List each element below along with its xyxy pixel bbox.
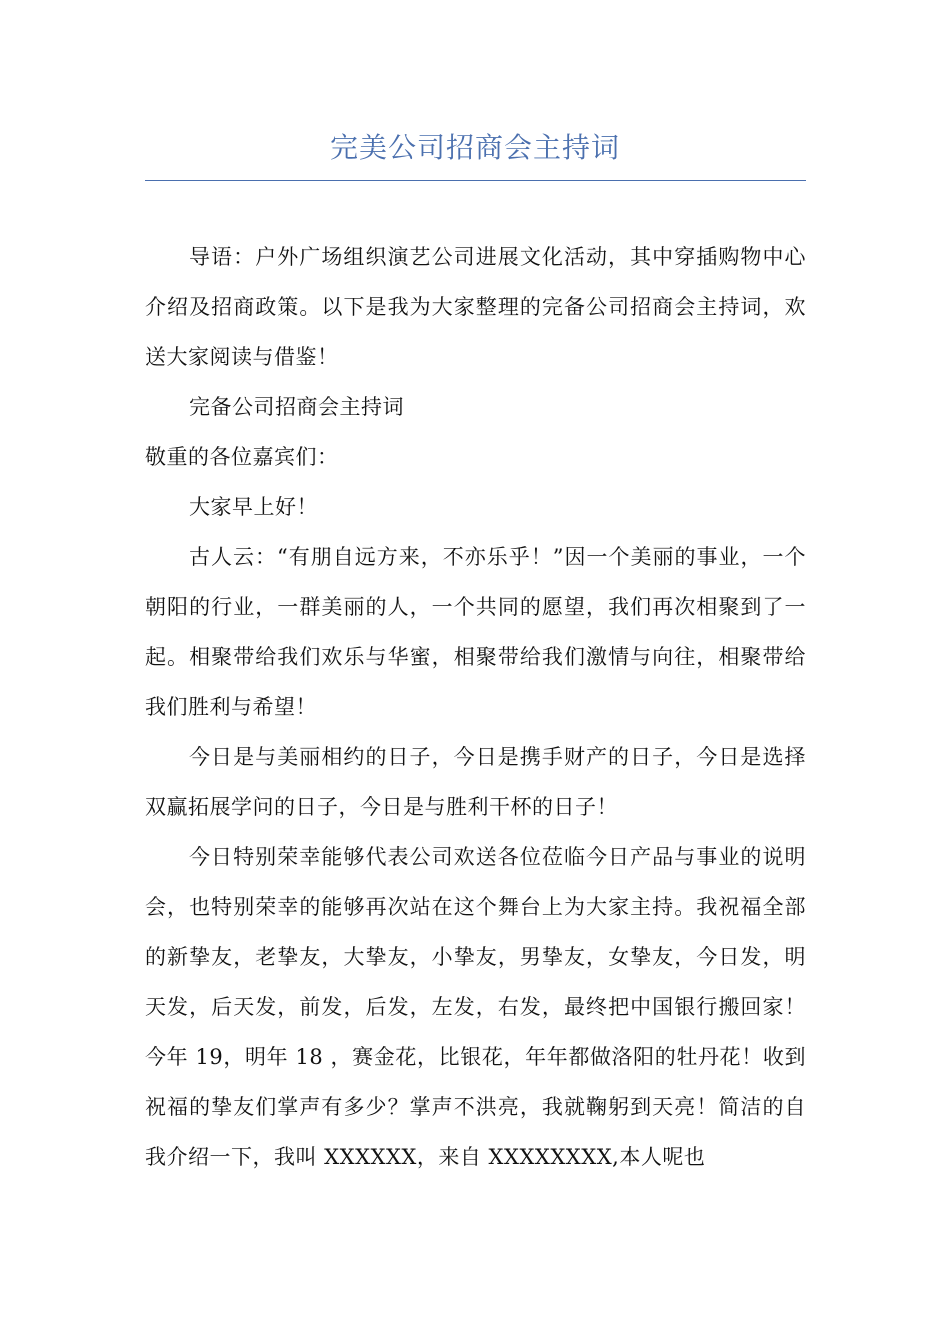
document-title: 完美公司招商会主持词 xyxy=(329,131,620,164)
paragraph-subtitle: 完备公司招商会主持词 xyxy=(189,395,404,419)
paragraph-salutation: 敬重的各位嘉宾们： xyxy=(145,445,339,469)
paragraph-quote: 古人云：“有朋自远方来，不亦乐乎！”因一个美丽的事业，一个朝阳的行业，一群美丽的人，一个共同的愿望，我们再次相聚到了一起。相聚带给我们欢乐与华蜜，相聚带给我们激情与向往，相聚带给我们胜利与希望！ xyxy=(145,545,806,719)
paragraph-today: 今日是与美丽相约的日子，今日是携手财产的日子，今日是选择双赢拓展学问的日子，今日是与胜利干杯的日子！ xyxy=(145,745,806,819)
paragraph-greeting: 大家早上好！ xyxy=(189,495,318,519)
document-body xyxy=(145,232,806,1182)
paragraph-welcome: 今日特别荣幸能够代表公司欢送各位莅临今日产品与事业的说明会，也特别荣幸的能够再次站在这个舞台上为大家主持。我祝福全部的新挚友，老挚友，大挚友，小挚友，男挚友，女挚友，今日发，明天发，后天发，前发，后发，左发，右发，最终把中国银行搬回家！今年 19，明年 18 ，赛金花，比银花，年年都做洛阳的牡丹花！收到祝福的挚友们掌声有多少？掌声不洪亮，我就鞠躬到天亮！简洁的自我介绍一下，我叫 XXXXXX，来自 XXXXXXXX,本人呢也 xyxy=(145,845,806,1169)
paragraph-intro: 导语：户外广场组织演艺公司进展文化活动，其中穿插购物中心介绍及招商政策。以下是我为大家整理的完备公司招商会主持词，欢送大家阅读与借鉴！ xyxy=(145,245,806,369)
title-underline xyxy=(145,180,806,181)
